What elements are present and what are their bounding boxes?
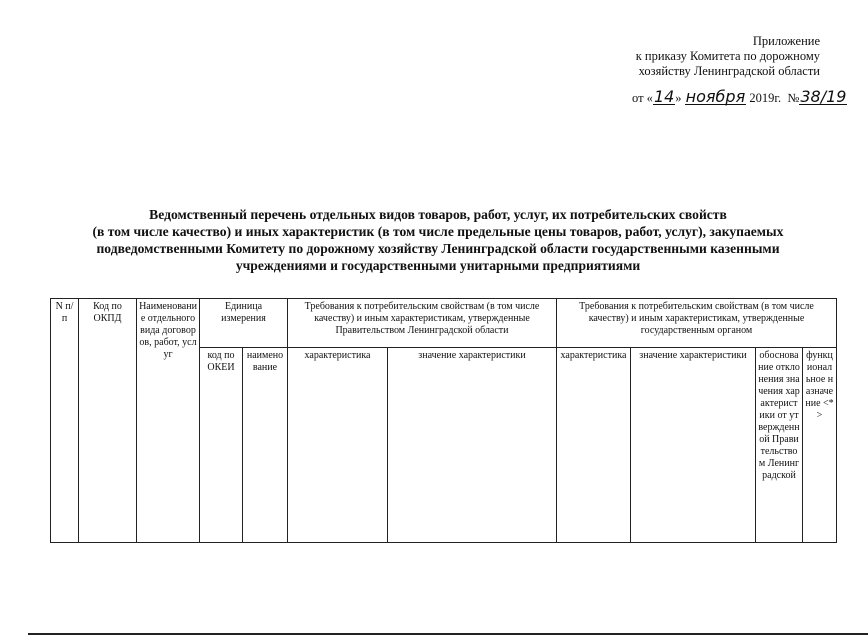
title-line: (в том числе качество) и иных характеристик (в том числе предельные цены товаров, работ, услуг), закупаемых [92,224,784,239]
sub-header-unit-name: наименование [243,348,288,543]
order-number-label: № [787,91,800,105]
col-header-req-government: Требования к потребительским свойствам (в том числе качеству) и иным характеристикам, утвержденные Правительством Ленинградской области [288,299,557,348]
page-bottom-rule [28,633,868,635]
col-header-unit: Единица измерения [200,299,288,348]
order-number: 38/19 [800,87,847,106]
order-mid: » [675,91,682,105]
title-line: учреждениями и государственными унитарными предприятиями [235,258,641,273]
title-line: подведомственными Комитету по дорожному хозяйству Ленинградской области государственными казенными [96,241,780,256]
document-title [40,206,836,274]
appendix-line: хозяйству Ленинградской области [638,64,820,78]
order-day: 14 [653,87,675,106]
col-header-req-body: Требования к потребительским свойствам (в том числе качеству) и иным характеристикам, утвержденные государственным органом [557,299,837,348]
sub-header-characteristic-body: характеристика [557,348,631,543]
sub-header-value-gov: значение характеристики [388,348,557,543]
appendix-line: Приложение [752,34,820,48]
order-prefix: от « [632,91,653,105]
sub-header-justification: обоснование отклонения значения характеристики от утвержденной Правительством Ленинградской [756,348,803,543]
col-header-okpd: Код по ОКПД [79,299,137,543]
sub-header-characteristic-gov: характеристика [288,348,388,543]
header-row-1 [51,299,837,348]
sub-header-value-body: значение характеристики [631,348,756,543]
order-year: 2019г. [749,91,782,105]
col-header-name: Наименование отдельного вида договоров, работ, услуг [137,299,200,543]
order-month: ноября [685,87,746,106]
requirements-table [50,298,837,543]
sub-header-function: функциональное назначение <*> [803,348,837,543]
col-header-number: N п/п [51,299,79,543]
title-line: Ведомственный перечень отдельных видов товаров, работ, услуг, их потребительских свойств [149,207,727,222]
appendix-line: к приказу Комитета по дорожному [635,49,820,63]
appendix-block [636,34,820,79]
sub-header-okei: код по ОКЕИ [200,348,243,543]
order-reference [632,87,847,106]
